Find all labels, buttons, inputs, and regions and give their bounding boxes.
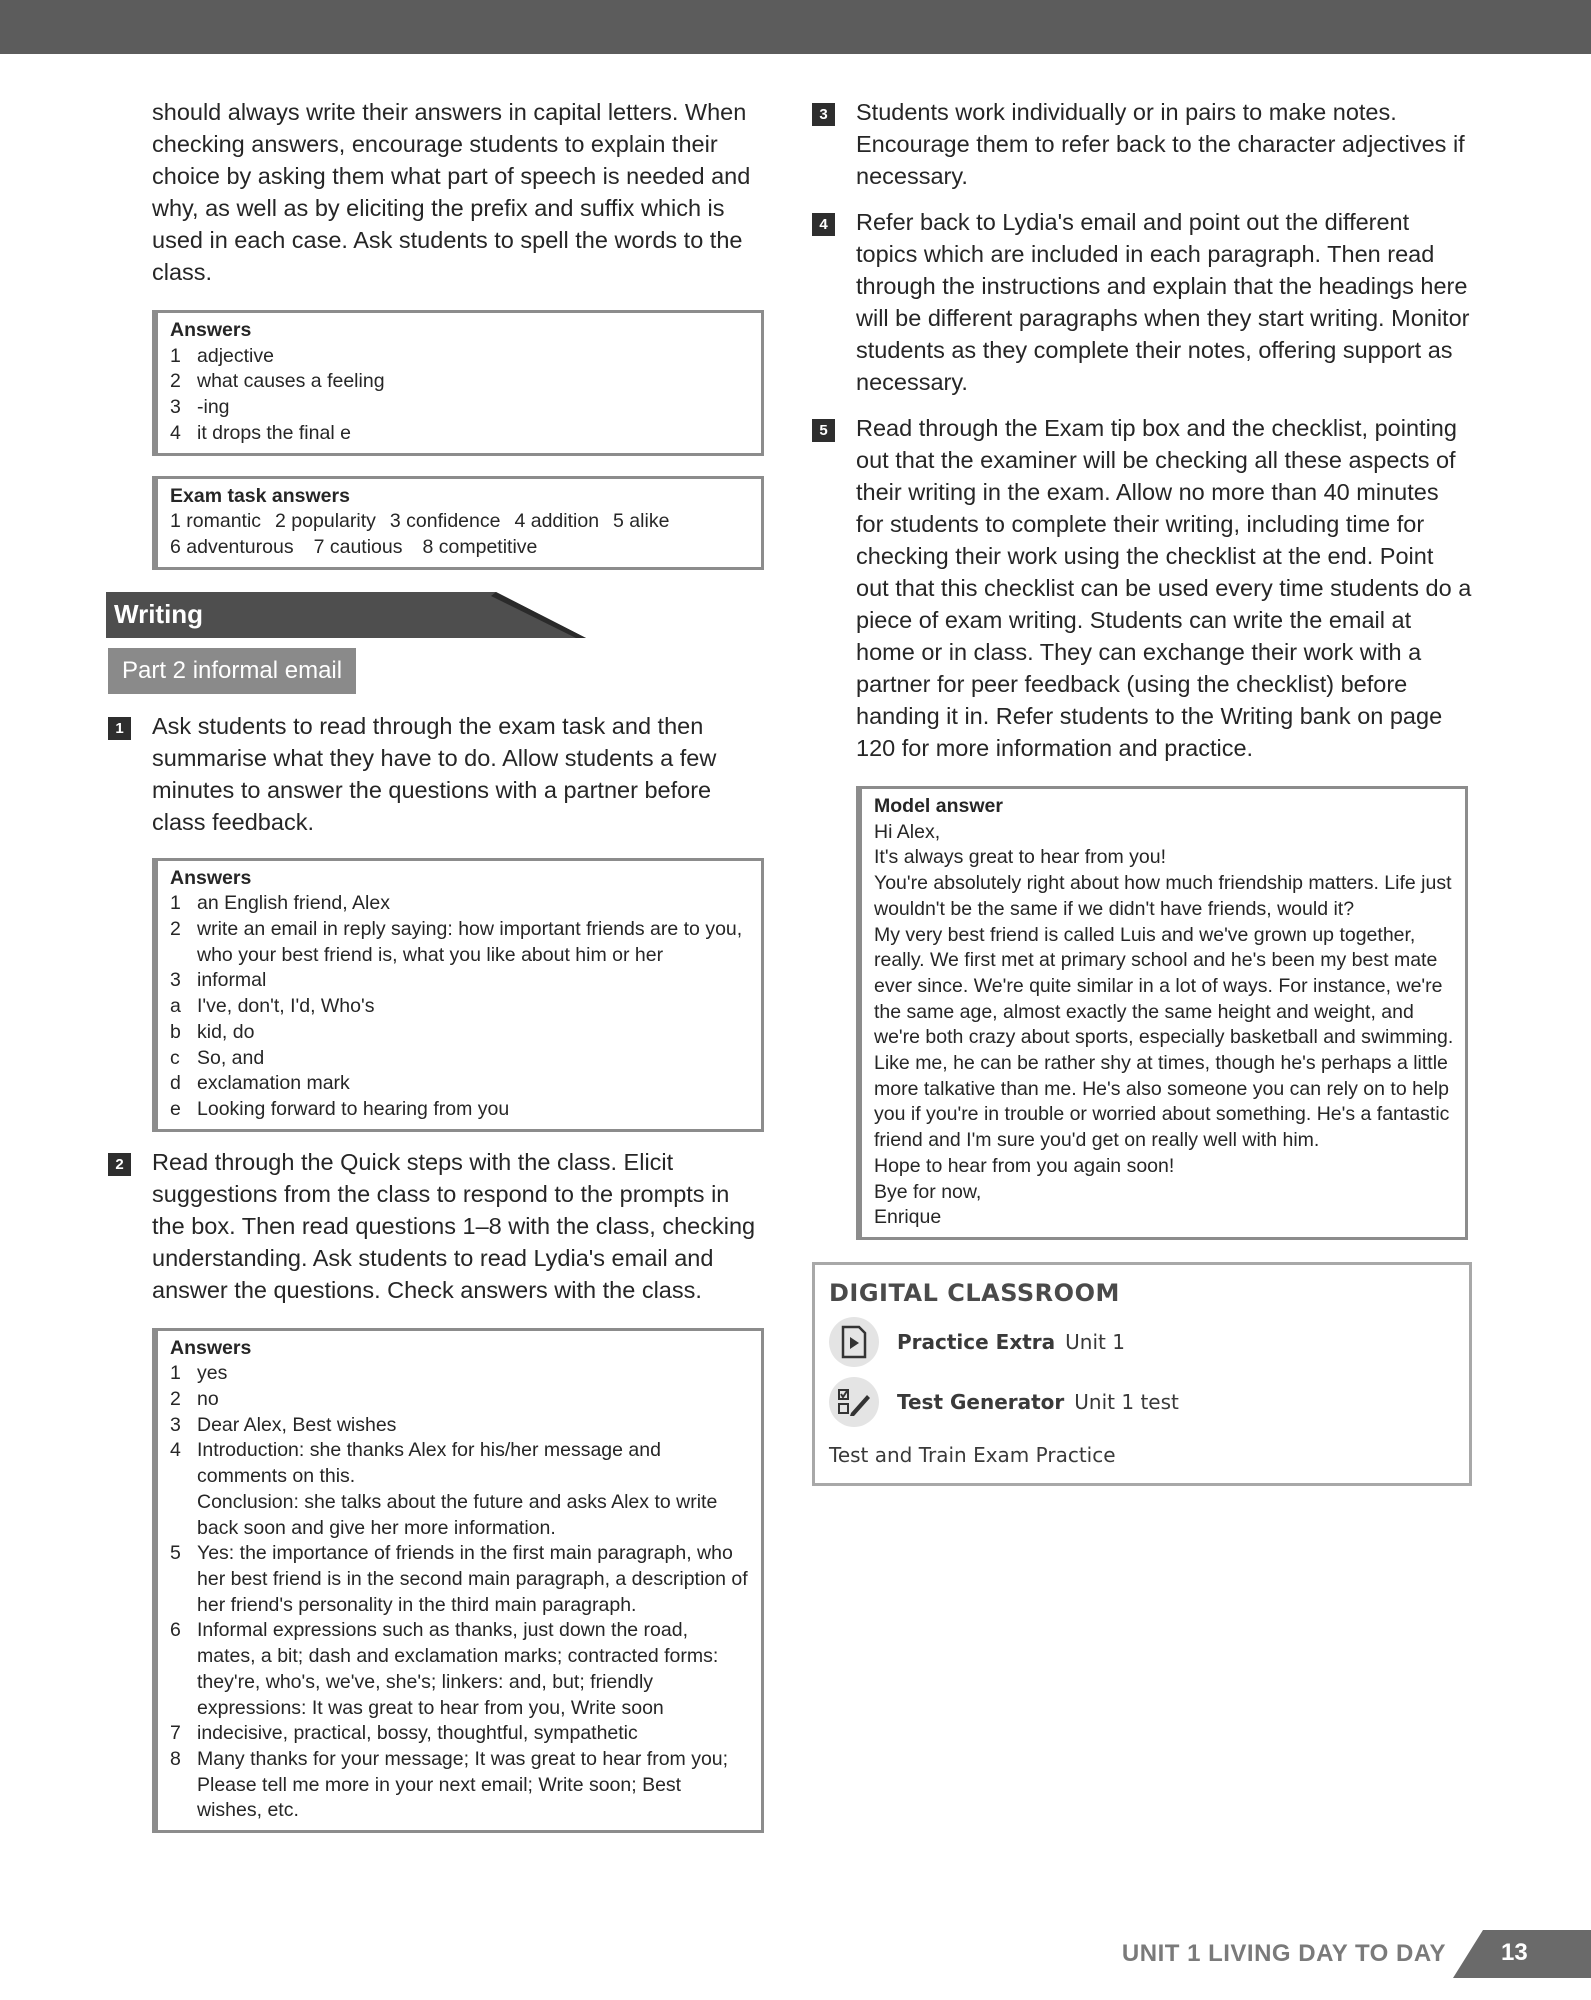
test-generator-link[interactable] <box>829 1377 1453 1427</box>
exam-answer: 3 confidence <box>389 510 501 533</box>
answer-item <box>170 369 751 395</box>
practice-extra-link[interactable] <box>829 1317 1453 1367</box>
answers-list <box>170 344 751 447</box>
left-column <box>108 96 768 1833</box>
answer-key: 3 <box>170 396 181 419</box>
step-number: 3 <box>812 103 835 126</box>
answer-item <box>170 1413 751 1439</box>
answer-key: a <box>170 995 181 1018</box>
step-2 <box>108 1146 768 1306</box>
answer-value: Looking forward to hearing from you <box>197 1097 510 1120</box>
answer-item <box>170 1387 751 1413</box>
answers-box-2 <box>152 858 764 1132</box>
model-line: My very best friend is called Luis and we've grown up together, really. We first met at primary school and he's been my best mate ever since. We're quite similar in a lot of ways. For instance, we're the same age, almost exactly the same height and weight, and we're both crazy about sports, especially basketball and swimming. <box>874 923 1454 1049</box>
answer-item <box>170 968 751 994</box>
answers-title: Answers <box>170 1336 252 1359</box>
answer-item <box>170 994 751 1020</box>
answer-value: Many thanks for your message; It was great to hear from you; Please tell me more in your next email; Write soon; Best wishes, etc. <box>197 1747 729 1822</box>
model-line: It's always great to hear from you! <box>874 846 1167 869</box>
answer-value: write an email in reply saying: how important friends are to you, who your best friend is, what you like about him or her <box>197 918 743 966</box>
practice-extra-label: Practice Extra <box>897 1329 1056 1354</box>
exam-answer: 7 cautious <box>313 535 403 558</box>
model-line: You're absolutely right about how much friendship matters. Life just wouldn't be the same if we didn't have friends, would it? <box>874 872 1452 920</box>
answer-item <box>170 1721 751 1747</box>
model-line: Hope to hear from you again soon! <box>874 1154 1175 1177</box>
practice-extra-unit: Unit 1 <box>1065 1329 1125 1354</box>
answer-key: 2 <box>170 918 181 941</box>
test-generator-icon <box>829 1377 879 1427</box>
answer-key: 5 <box>170 1542 181 1565</box>
answer-value: Informal expressions such as thanks, just down the road, mates, a bit; dash and exclamation marks; contracted forms: they're, who's, we've, she's; linkers: and, but; friendly expressions: It was great to hear from you, Write soon <box>197 1619 719 1719</box>
exam-task-row-2 <box>170 535 751 561</box>
answers-box-1 <box>152 310 764 456</box>
answer-value: kid, do <box>197 1020 255 1043</box>
step-text: Ask students to read through the exam task and then summarise what they have to do. Allow students a few minutes to answer the questions with a partner before class feedback. <box>152 712 717 835</box>
step-number: 4 <box>812 213 835 236</box>
answer-value: Yes: the importance of friends in the first main paragraph, who her best friend is in the second main paragraph, a description of her friend's personality in the third main paragraph. <box>197 1542 748 1616</box>
step-5 <box>812 412 1472 764</box>
answer-item <box>170 917 751 968</box>
answer-item <box>170 1046 751 1072</box>
unit-title: UNIT 1 LIVING DAY TO DAY <box>1121 1940 1446 1967</box>
answer-key: 3 <box>170 1413 181 1436</box>
top-bar <box>0 0 1591 54</box>
answer-key: b <box>170 1020 181 1043</box>
answer-item <box>170 1071 751 1097</box>
answer-key: e <box>170 1097 181 1120</box>
test-and-train-link[interactable]: Test and Train Exam Practice <box>829 1442 1116 1467</box>
answer-item <box>170 1020 751 1046</box>
step-text: Read through the Exam tip box and the checklist, pointing out that the examiner will be checking all these aspects of their writing in the exam. Allow no more than 40 minutes for students to complete their writing, including time for checking their work using the checklist at the end. Point out that this checklist can be used every time students do a piece of exam writing. Students can write the email at home or in class. They can exchange their work with a partner for peer feedback (using the checklist) before handing it in. Refer students to the Writing bank on page 120 for more information and practice. <box>856 415 1472 761</box>
model-answer-title: Model answer <box>874 795 1003 817</box>
intro-paragraph: should always write their answers in capital letters. When checking answers, encourage students to explain their choice by asking them what part of speech is needed and why, as well as by eliciting the prefix and suffix which is used in each case. Ask students to spell the words to the class. <box>152 99 751 285</box>
exam-answer: 1 romantic <box>170 510 262 533</box>
answer-value: -ing <box>197 396 230 419</box>
answer-key: 2 <box>170 1388 181 1411</box>
section-title: Writing <box>114 598 204 629</box>
step-number: 1 <box>108 717 131 740</box>
test-generator-label: Test Generator <box>897 1389 1065 1414</box>
model-line: Like me, he can be rather shy at times, though he's perhaps a little more talkative than me. He's also someone you can rely on to help you if you're in trouble or worried about something. He's a fantastic friend and I'm sure you'd get on really well with him. <box>874 1052 1450 1152</box>
answer-value: Dear Alex, Best wishes <box>197 1413 397 1436</box>
answer-key: c <box>170 1046 180 1069</box>
answer-item <box>170 1541 751 1618</box>
answer-key: 6 <box>170 1619 181 1642</box>
digital-classroom-box <box>812 1262 1472 1486</box>
answer-value: So, and <box>197 1046 265 1069</box>
exam-task-answers-box <box>152 476 764 570</box>
answer-value: yes <box>197 1362 228 1385</box>
answer-item <box>170 1097 751 1123</box>
exam-answer: 4 addition <box>514 510 600 533</box>
answer-key: 8 <box>170 1747 181 1770</box>
answer-key: 4 <box>170 1439 181 1462</box>
answer-item <box>170 891 751 917</box>
writing-section-banner <box>106 592 586 638</box>
answer-key: 2 <box>170 370 181 393</box>
answers-list <box>170 1361 751 1824</box>
answer-item <box>170 1747 751 1824</box>
right-column <box>812 96 1472 1486</box>
test-generator-unit: Unit 1 test <box>1074 1389 1179 1414</box>
answer-key: 1 <box>170 344 181 367</box>
answers-box-3 <box>152 1328 764 1833</box>
answer-value: exclamation mark <box>197 1072 350 1095</box>
exam-answer: 6 adventurous <box>170 535 294 558</box>
answers-title: Answers <box>170 319 252 341</box>
section-subtitle: Part 2 informal email <box>108 648 356 694</box>
answer-item <box>170 1438 751 1489</box>
page-number-tab <box>1453 1930 1591 1978</box>
answer-item <box>170 1361 751 1387</box>
answer-value: it drops the final e <box>197 421 351 444</box>
answer-value: Introduction: she thanks Alex for his/her message and comments on this. <box>197 1439 661 1488</box>
exam-answer: 5 alike <box>613 510 670 533</box>
answers-title: Answers <box>170 866 252 889</box>
model-line: Enrique <box>874 1206 942 1229</box>
step-number: 5 <box>812 419 835 442</box>
answer-value: adjective <box>197 344 274 367</box>
exam-task-row-1 <box>170 509 751 535</box>
practice-extra-icon <box>829 1317 879 1367</box>
answer-value: no <box>197 1388 219 1411</box>
answer-key <box>170 1490 197 1541</box>
model-answer-box <box>856 786 1468 1240</box>
step-1 <box>108 710 768 838</box>
answer-item <box>170 1490 751 1541</box>
model-line: Bye for now, <box>874 1180 982 1203</box>
page-footer <box>0 1930 1591 1978</box>
answers-list <box>170 891 751 1122</box>
exam-task-title: Exam task answers <box>170 484 350 507</box>
answer-key: 4 <box>170 421 181 444</box>
answer-key: 7 <box>170 1722 181 1745</box>
answer-item <box>170 1618 751 1721</box>
answer-value: an English friend, Alex <box>197 892 390 915</box>
answer-value: informal <box>197 969 267 992</box>
model-line: Hi Alex, <box>874 820 941 843</box>
step-4 <box>812 206 1472 398</box>
step-text: Students work individually or in pairs to make notes. Encourage them to refer back to the character adjectives if necessary. <box>856 99 1465 189</box>
step-text: Refer back to Lydia's email and point out the different topics which are included in each paragraph. Then read through the instructions and explain that the headings here will be different paragraphs when they start writing. Monitor students as they complete their notes, offering support as necessary. <box>856 209 1470 395</box>
step-3 <box>812 96 1472 192</box>
answer-value: indecisive, practical, bossy, thoughtful, sympathetic <box>197 1722 638 1745</box>
answer-item <box>170 344 751 370</box>
answer-value: Conclusion: she talks about the future and asks Alex to write back soon and give her more information. <box>197 1490 718 1539</box>
exam-answer: 2 popularity <box>275 510 376 533</box>
answer-item <box>170 395 751 421</box>
digital-classroom-title: DIGITAL CLASSROOM <box>829 1278 1120 1307</box>
step-text: Read through the Quick steps with the class. Elicit suggestions from the class to respond to the prompts in the box. Then read questions 1–8 with the class, checking understanding. Ask students to read Lydia's email and answer the questions. Check answers with the class. <box>152 1148 756 1303</box>
answer-value: what causes a feeling <box>197 370 385 393</box>
answer-key: d <box>170 1072 181 1095</box>
answer-value: I've, don't, I'd, Who's <box>197 995 375 1018</box>
answer-key: 1 <box>170 892 181 915</box>
answer-item <box>170 421 751 447</box>
step-number: 2 <box>108 1153 131 1176</box>
answer-key: 3 <box>170 969 181 992</box>
page-number: 13 <box>1501 1939 1528 1966</box>
answer-key: 1 <box>170 1362 181 1385</box>
exam-answer: 8 competitive <box>422 535 538 558</box>
